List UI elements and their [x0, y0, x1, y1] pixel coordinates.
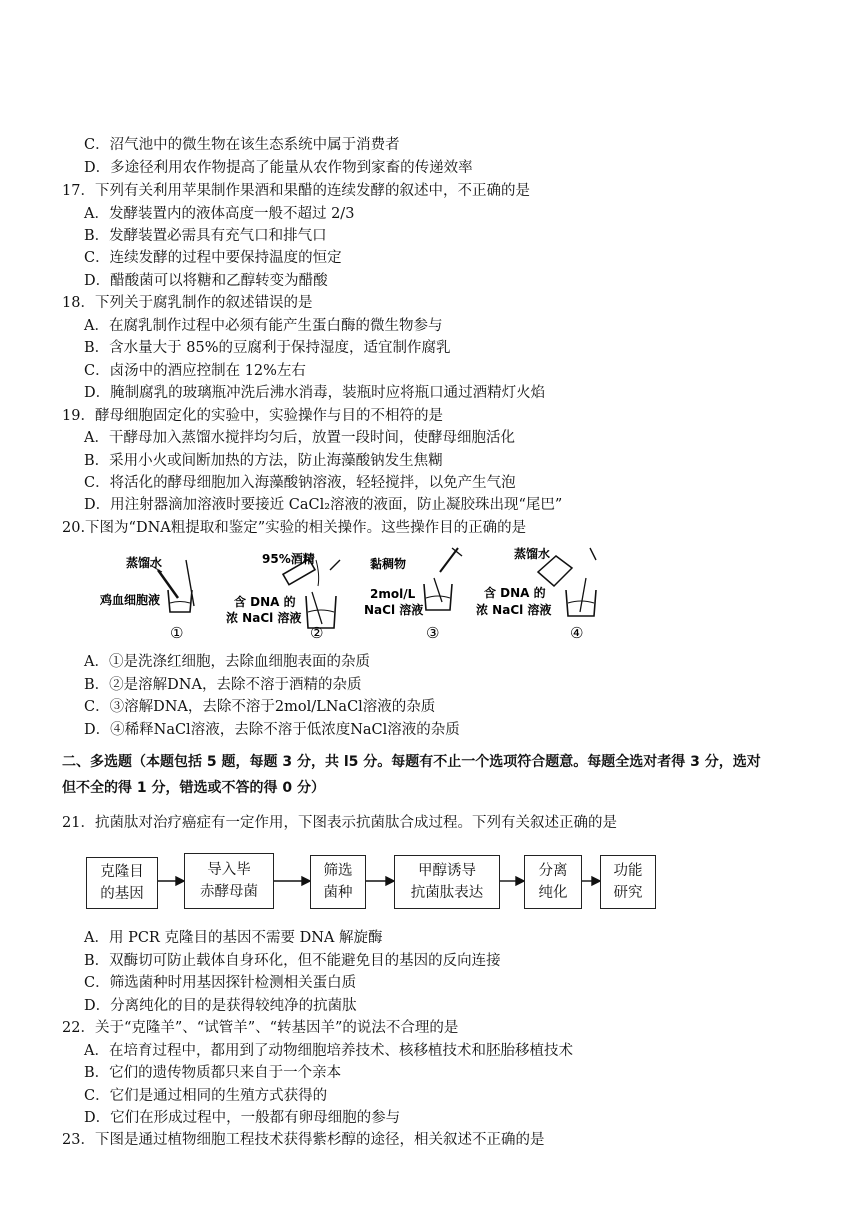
question-19: 19．酵母细胞固定化的实验中，实验操作与目的不相符的是: [62, 408, 443, 424]
question-21: 21．抗菌肽对治疗癌症有一定作用，下图表示抗菌肽合成过程。下列有关叙述正确的是: [62, 815, 617, 831]
q21-option-d: D．分离纯化的目的是获得较纯净的抗菌肽: [84, 998, 357, 1014]
panel3-bottom-label-2: NaCl 溶液: [364, 603, 424, 617]
q22-option-c: C．它们是通过相同的生殖方式获得的: [84, 1088, 328, 1104]
question-18: 18．下列关于腐乳制作的叙述错误的是: [62, 295, 313, 311]
question-23: 23．下图是通过植物细胞工程技术获得紫杉醇的途径，相关叙述不正确的是: [62, 1132, 545, 1148]
panel3-bottom-label-1: 2mol/L: [370, 587, 416, 601]
question-22: 22．关于“克隆羊”、“试管羊”、“转基因羊”的说法不合理的是: [62, 1020, 459, 1036]
flow-step-1: [86, 857, 158, 909]
panel4-number: ④: [570, 624, 584, 642]
panel2-number: ②: [310, 624, 324, 642]
question-20: 20.下图为“DNA粗提取和鉴定”实验的相关操作。这些操作目的正确的是: [62, 520, 527, 536]
flow-step-6-line-1: 功能: [613, 863, 643, 879]
q17-option-a: A．发酵装置内的液体高度一般不超过 2/3: [84, 206, 355, 222]
flow-step-4: [394, 855, 500, 909]
panel3-number: ③: [426, 624, 440, 642]
q19-option-d: D．用注射器滴加溶液时要接近 CaCl₂溶液的液面，防止凝胶珠出现“尾巴”: [84, 497, 563, 513]
panel2-bottom-label-1: 含 DNA 的: [234, 595, 296, 609]
q19-option-a: A．干酵母加入蒸馏水搅拌均匀后，放置一段时间，使酵母细胞活化: [84, 430, 515, 446]
flow-step-5-line-2: 纯化: [538, 885, 568, 901]
q21-option-b: B．双酶切可防止载体自身环化，但不能避免目的基因的反向连接: [84, 953, 501, 969]
panel4-top-label: 蒸馏水: [514, 547, 551, 561]
q18-option-c: C．卤汤中的酒应控制在 12%左右: [84, 363, 306, 379]
q18-option-b: B．含水量大于 85%的豆腐利于保持湿度，适宜制作腐乳: [84, 340, 451, 356]
q21-option-a: A．用 PCR 克隆目的基因不需要 DNA 解旋酶: [84, 930, 383, 946]
flow-step-3: [310, 855, 366, 909]
flow-step-1-line-2: 的基因: [100, 886, 144, 902]
q22-option-d: D．它们在形成过程中，一般都有卵母细胞的参与: [84, 1110, 401, 1126]
question-17: 17．下列有关利用苹果制作果酒和果醋的连续发酵的叙述中，不正确的是: [62, 183, 530, 199]
flow-step-2: [184, 853, 274, 909]
flow-step-5-line-1: 分离: [538, 863, 568, 879]
q19-option-c: C．将活化的酵母细胞加入海藻酸钠溶液，轻轻搅拌，以免产生气泡: [84, 475, 516, 491]
q18-option-d: D．腌制腐乳的玻璃瓶冲洗后沸水消毒，装瓶时应将瓶口通过酒精灯火焰: [84, 385, 546, 401]
flow-step-3-line-2: 菌种: [323, 885, 353, 901]
panel2-top-label: 95%酒精: [262, 552, 315, 566]
q16-option-c: C．沼气池中的微生物在该生态系统中属于消费者: [84, 137, 400, 153]
q19-option-b: B．采用小火或间断加热的方法，防止海藻酸钠发生焦糊: [84, 453, 443, 469]
q20-option-c: C．③溶解DNA，去除不溶于2mol/LNaCl溶液的杂质: [84, 699, 436, 715]
q20-option-a: A．①是洗涤红细胞，去除血细胞表面的杂质: [84, 654, 370, 670]
q17-option-c: C．连续发酵的过程中要保持温度的恒定: [84, 250, 342, 266]
section-2-heading-line-2: 但不全的得 1 分，错选或不答的得 0 分）: [62, 780, 325, 796]
q22-option-a: A．在培育过程中，都用到了动物细胞培养技术、核移植技术和胚胎移植技术: [84, 1043, 573, 1059]
flow-step-4-line-2: 抗菌肽表达: [410, 885, 484, 901]
flow-step-2-line-2: 赤酵母菌: [200, 884, 258, 900]
flow-step-3-line-1: 筛选: [323, 863, 353, 879]
q17-option-b: B．发酵装置必需具有充气口和排气口: [84, 228, 327, 244]
section-2-heading-line-1: 二、多选题（本题包括 5 题，每题 3 分，共 l5 分。每题有不止一个选项符合题意。每题全选对者得 3 分，选对: [62, 754, 761, 770]
q21-option-c: C．筛选菌种时用基因探针检测相关蛋白质: [84, 975, 357, 991]
panel3-top-label: 黏稠物: [370, 557, 407, 571]
flow-step-6-line-2: 研究: [613, 885, 643, 901]
panel4-bottom-label-2: 浓 NaCl 溶液: [476, 603, 552, 617]
q17-option-d: D．醋酸菌可以将糖和乙醇转变为醋酸: [84, 273, 328, 289]
q18-option-a: A．在腐乳制作过程中必须有能产生蛋白酶的微生物参与: [84, 318, 443, 334]
panel4-bottom-label-1: 含 DNA 的: [484, 586, 546, 600]
q20-option-d: D．④稀释NaCl溶液，去除不溶于低浓度NaCl溶液的杂质: [84, 722, 460, 738]
flow-step-6: [600, 855, 656, 909]
flow-step-1-line-1: 克隆目: [100, 864, 144, 880]
flow-step-4-line-1: 甲醇诱导: [418, 863, 476, 879]
panel1-bottom-label: 鸡血细胞液: [100, 593, 161, 607]
panel1-top-label: 蒸馏水: [126, 556, 163, 570]
q20-option-b: B．②是溶解DNA，去除不溶于酒精的杂质: [84, 677, 362, 693]
panel1-number: ①: [170, 624, 184, 642]
q16-option-d: D．多途径利用农作物提高了能量从农作物到家畜的传递效率: [84, 160, 473, 176]
flow-step-2-line-1: 导入毕: [207, 862, 251, 878]
flow-step-5: [524, 855, 582, 909]
q22-option-b: B．它们的遗传物质都只来自于一个亲本: [84, 1065, 342, 1081]
panel2-bottom-label-2: 浓 NaCl 溶液: [226, 611, 302, 625]
